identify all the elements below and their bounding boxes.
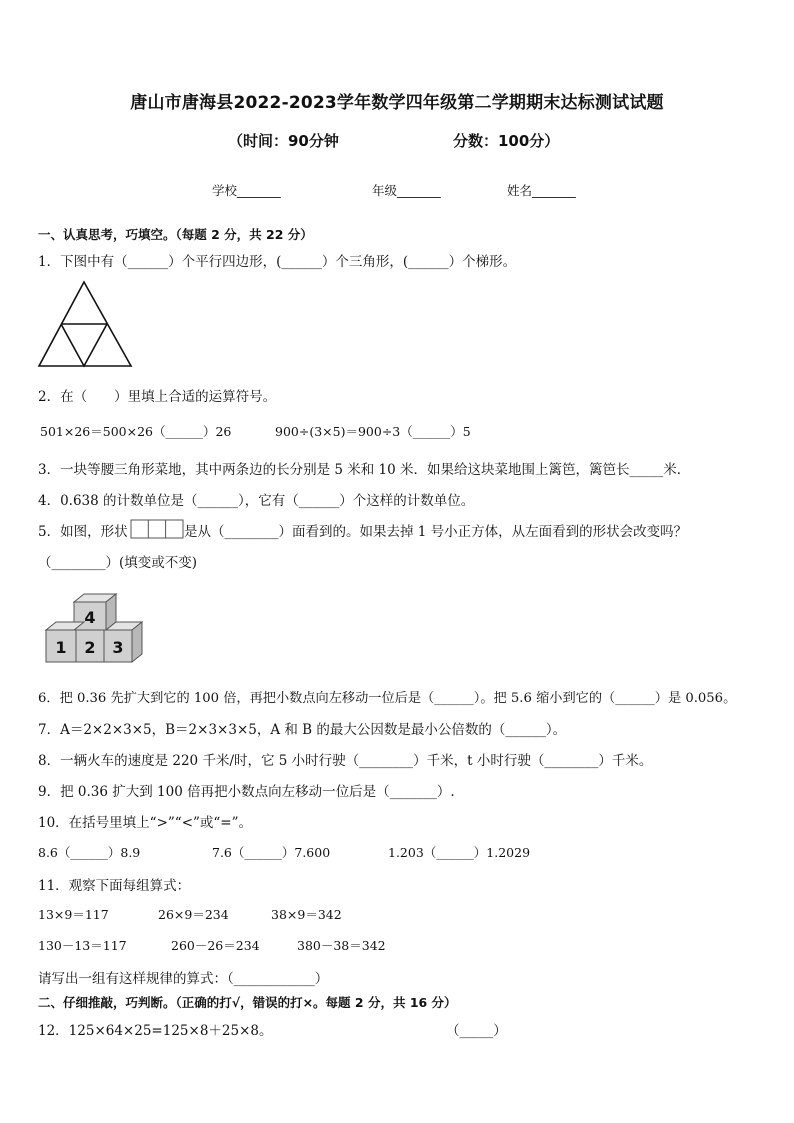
page-title: 唐山市唐海县2022-2023学年数学四年级第二学期期末达标测试试题 xyxy=(130,93,664,113)
section-2-heading: 二、仔细推敲，巧判断。（正确的打√，错误的打×。每题 2 分，共 16 分） xyxy=(38,995,457,1010)
cube-label-3: 3 xyxy=(112,638,124,657)
question-1: 1．下图中有（______）个平行四边形，(______）个三角形，(______）个梯形。 xyxy=(38,254,517,270)
equation-2-2: 260－26＝234 xyxy=(171,938,260,953)
question-5-prefix: 5．如图，形状 xyxy=(38,524,128,540)
question-7: 7．A＝2×2×3×5，B＝2×3×3×5，A 和 B 的最大公因数是最小公倍数的（______）。 xyxy=(38,722,567,738)
question-2b: 900÷(3×5)＝900÷3（______）5 xyxy=(275,424,471,439)
name-field: 姓名_______ xyxy=(507,183,576,198)
equation-2-3: 380－38＝342 xyxy=(297,938,386,953)
section-1-heading: 一、认真思考，巧填空。（每题 2 分，共 22 分） xyxy=(38,227,313,242)
school-field: 学校_______ xyxy=(212,183,281,198)
cube-figure xyxy=(44,592,148,666)
equation-1-2: 26×9＝234 xyxy=(158,907,229,922)
question-2: 2．在（ ）里填上合适的运算符号。 xyxy=(38,389,277,405)
equation-2-1: 130－13＝117 xyxy=(38,938,127,953)
question-12: 12．125×64×25=125×8＋25×8。 xyxy=(38,1023,273,1039)
cube-label-4: 4 xyxy=(84,608,96,627)
question-11-ask: 请写出一组有这样规律的算式：（____________） xyxy=(38,971,329,987)
grade-field: 年级_______ xyxy=(372,183,441,198)
question-10c: 1.203（______）1.2029 xyxy=(388,845,531,860)
equation-1-1: 13×9＝117 xyxy=(38,907,109,922)
question-10b: 7.6（______）7.600 xyxy=(212,845,331,860)
triangle-figure xyxy=(36,280,136,370)
question-2a: 501×26＝500×26（______）26 xyxy=(40,424,232,439)
three-squares-shape xyxy=(130,519,184,539)
question-4: 4．0.638 的计数单位是（______），它有（______）个这样的计数单位。 xyxy=(38,493,475,509)
question-10: 10．在括号里填上“>”“<”或“=”。 xyxy=(38,815,253,831)
question-3: 3．一块等腰三角形菜地，其中两条边的长分别是 5 米和 10 米．如果给这块菜地围上篱笆，篱笆长_____米． xyxy=(38,462,691,478)
question-12-answer: （_____） xyxy=(446,1023,507,1039)
equation-1-3: 38×9＝342 xyxy=(271,907,342,922)
exam-score: 分数：100分） xyxy=(453,132,560,150)
question-10a: 8.6（______）8.9 xyxy=(38,845,141,860)
question-6: 6．把 0.36 先扩大到它的 100 倍，再把小数点向左移动一位后是（______）。把 5.6 缩小到它的（______）是 0.056。 xyxy=(38,691,737,706)
question-11: 11．观察下面每组算式： xyxy=(38,878,191,894)
question-9: 9．把 0.36 扩大到 100 倍再把小数点向左移动一位后是（_______）. xyxy=(38,784,455,800)
question-5-suffix: 是从（________）面看到的。如果去掉 1 号小正方体，从左面看到的形状会改变吗？ xyxy=(184,524,688,540)
exam-time: （时间：90分钟 xyxy=(228,132,339,150)
question-5-line2: （________）(填变或不变) xyxy=(38,555,198,571)
cube-label-2: 2 xyxy=(84,638,96,657)
cube-label-1: 1 xyxy=(55,638,67,657)
question-8: 8．一辆火车的速度是 220 千米/时，它 5 小时行驶（________）千米，t 小时行驶（________）千米。 xyxy=(38,753,653,769)
